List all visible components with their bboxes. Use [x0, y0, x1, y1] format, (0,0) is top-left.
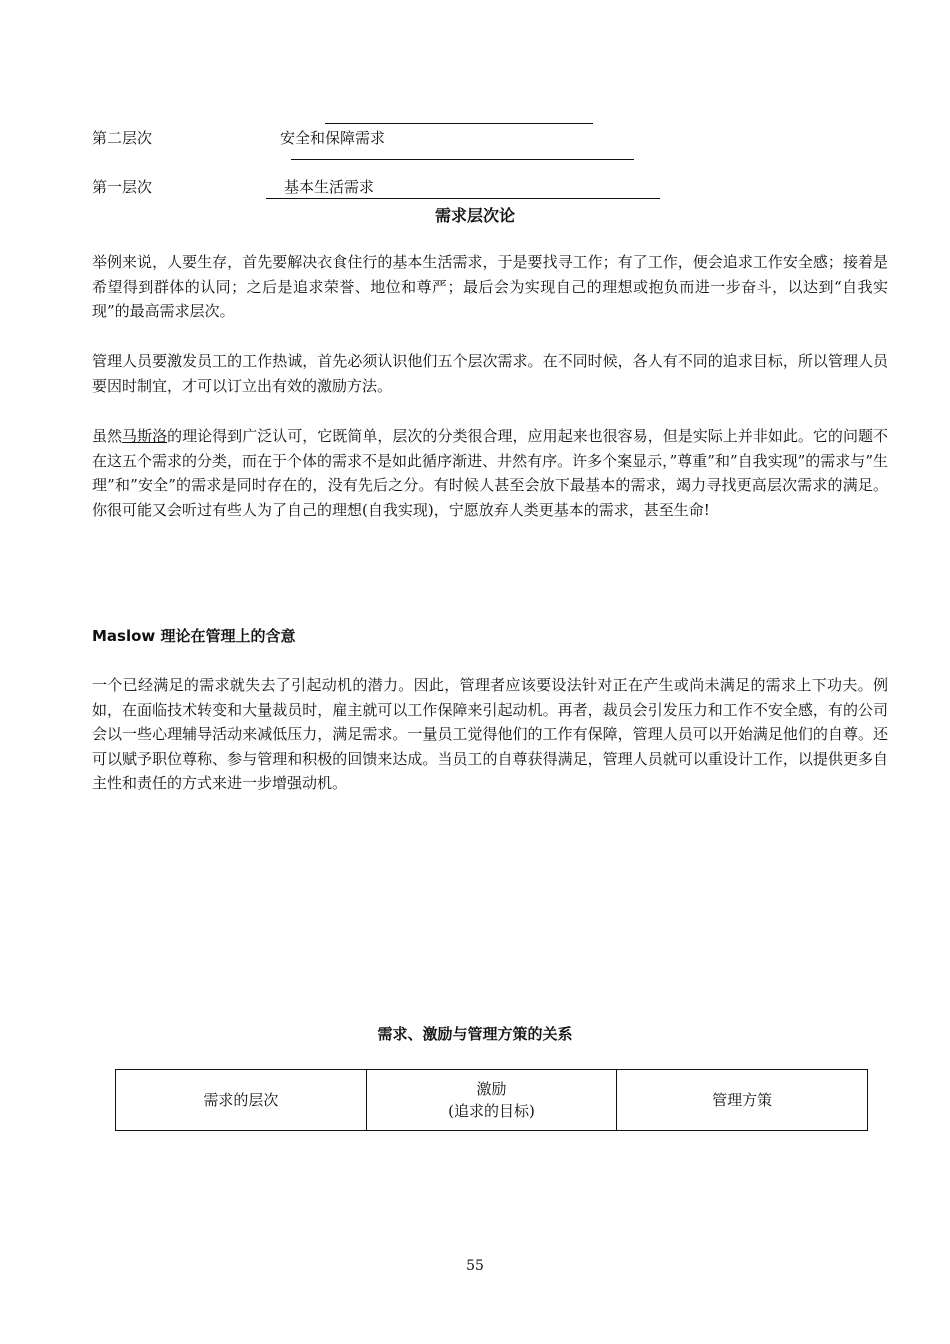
pyramid-line-top — [325, 123, 593, 124]
paragraph-managers: 管理人员要激发员工的工作热诚，首先必须认识他们五个层次需求。在不同时候，各人有不同的追求目标，所以管理人员要因时制宜，才可以订立出有效的激励方法。 — [92, 352, 888, 395]
level-2-name: 安全和保障需求 — [280, 129, 386, 147]
header-management: 管理方策 — [617, 1070, 868, 1131]
paragraph-example: 举例来说，人要生存，首先要解决衣食住行的基本生活需求，于是要找寻工作；有了工作，便会追求工作安全感；接着是希望得到群体的认同；之后是追求荣誉、地位和尊严；最后会为实现自己的理想或抱负而进一步奋斗，以达到“自我实现”的最高需求层次。 — [92, 253, 888, 320]
header-need-level: 需求的层次 — [116, 1070, 367, 1131]
header-motivation-line1: 激励 — [476, 1080, 507, 1098]
level-2-label: 第二层次 — [92, 129, 153, 147]
table-title: 需求、激励与管理方策的关系 — [377, 1025, 573, 1043]
pyramid-line-middle — [291, 159, 634, 160]
critique-text-rest: 的理论得到广泛认可，它既简单，层次的分类很合理，应用起来也很容易，但是实际上并非如此。它的问题不在这五个需求的分类，而在于个体的需求不是如此循序渐进、井然有序。许多个案显示，”尊重”和”自我实现”的需求与”生理”和”安全”的需求是同时存在的，没有先后之分。有时候人甚至会放下最基本的需求，竭力寻找更高层次需求的满足。你很可能又会听过有些人为了自己的理想(自我实现)，宁愿放弃人类更基本的需求，甚至生命! — [92, 427, 888, 519]
paragraph-critique — [92, 424, 888, 522]
pyramid-line-bottom — [266, 198, 660, 199]
level-1-name: 基本生活需求 — [284, 178, 375, 196]
relationship-table — [115, 1069, 868, 1131]
header-motivation-line2: (追求的目标) — [448, 1102, 535, 1120]
section-body: 一个已经满足的需求就失去了引起动机的潜力。因此，管理者应该要设法针对正在产生或尚未满足的需求上下功夫。例如，在面临技术转变和大量裁员时，雇主就可以工作保障来引起动机。再者，裁员会引发压力和工作不安全感，有的公司会以一些心理辅导活动来减低压力，满足需求。一量员工觉得他们的工作有保障，管理人员可以开始满足他们的自尊。还可以赋予职位尊称、参与管理和积极的回馈来达成。当员工的自尊获得满足，管理人员就可以重设计工作，以提供更多自主性和责任的方式来进一步增强动机。 — [92, 676, 888, 792]
level-1-label: 第一层次 — [92, 178, 153, 196]
table-header-row — [116, 1070, 868, 1131]
header-motivation — [366, 1070, 617, 1131]
page-number: 55 — [466, 1258, 484, 1274]
critique-text-start: 虽然 — [92, 427, 123, 445]
section-heading: Maslow 理论在管理上的含意 — [92, 627, 296, 645]
pyramid-title: 需求层次论 — [434, 206, 515, 225]
maslow-link[interactable]: 马斯洛 — [122, 427, 168, 445]
